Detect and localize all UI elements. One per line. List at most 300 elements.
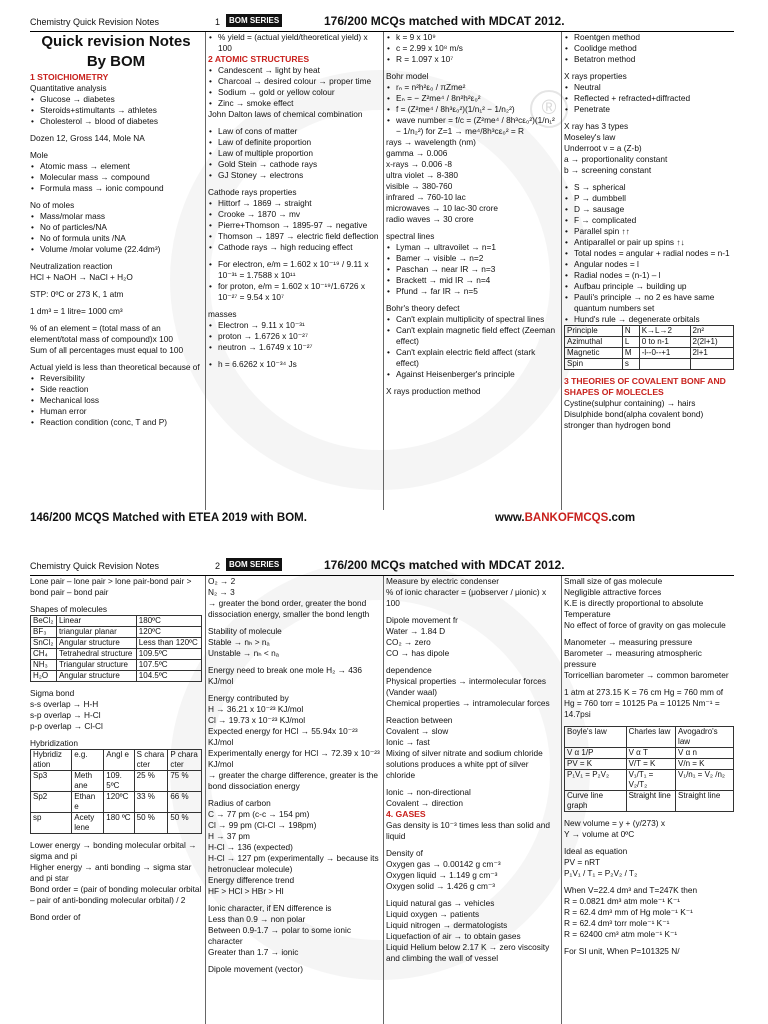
table-cell: Hybridiz ation [31,750,72,771]
table-row [565,759,734,770]
column-divider [383,576,384,1024]
note-line: PV = nRT [564,857,601,867]
note-line: Covalent → direction [386,798,464,808]
note-line: For SI unit, When P=101325 N/ [564,946,680,956]
table-cell: s [622,359,639,370]
table-cell: V α 1/P [565,748,627,759]
note-line: No effect of force of gravity on gas molecule [564,620,726,630]
note-line: Bond order of [30,912,81,922]
column-divider [561,32,562,510]
note-line: Lone pair – lone pair > lone pair-bond pair > bond pair – bond pair [30,576,192,597]
bullet-item: • Can't explain multiplicity of spectral lines [386,314,558,325]
table-cell: H₂O [31,671,57,682]
notes-title: Quick revision Notes [41,33,191,50]
table-cell: Azimuthal [565,337,623,348]
notes-subtitle: By BOM [86,53,146,70]
column-divider [205,576,206,1024]
column-1 [30,576,202,1024]
table-cell: triangular planar [56,627,136,638]
bullet-item: • Pierre+Thomson → 1895-97 → negative [208,220,380,231]
series-badge: BOM SERIES [226,558,282,571]
table-cell: PV = K [565,759,627,770]
bullet-item: • Glucose → diabetes [30,94,202,105]
note-line: Liquid oxygen → patients [386,909,480,919]
column-4 [564,576,734,1024]
table-row [31,627,202,638]
note-line: Between 0.9-1.7 → polar to some ionic character [208,925,351,946]
note-line: gamma → 0.006 [386,148,448,158]
quantum-numbers-table [564,325,734,370]
note-line: X ray has 3 types [564,121,629,131]
note-line: Cystine(sulphur containing) → hairs [564,398,696,408]
bullet-item: • h = 6.6262 x 10⁻³⁴ Js [208,359,380,370]
bullet-item: • D → sausage [564,204,734,215]
note-line: Barometer → measuring atmospheric pressure [564,648,702,669]
doc-title: Chemistry Quick Revision Notes [30,561,160,571]
table-cell: V α T [626,748,675,759]
bullet-item: • Roentgen method [564,32,734,43]
column-3 [386,576,558,1024]
note-line: Physical properties → intermolecular forces (Vander waal) [386,676,547,697]
note-line: N₂ → 3 [208,587,235,597]
bullet-item: • Gold Stein → cathode rays [208,159,380,170]
note-line: x-rays → 0.006 -8 [386,159,452,169]
table-cell: -l--0--+1 [639,348,690,359]
table-cell: Tetrahedral structure [56,649,136,660]
table-cell: P chara cter [168,750,202,771]
note-line: K.E is directly proportional to absolute Temperature [564,598,704,619]
note-line: Sigma bond [30,688,75,698]
note-line: Lower energy → bonding molecular orbital → sigma and pi [30,840,197,861]
table-cell: Spin [565,359,623,370]
table-cell: 120ºC [136,627,201,638]
note-line: R = 62400 cm³ atm mole⁻¹ K⁻¹ [564,929,678,939]
section-heading: 1 STOICHIOMETRY [30,72,109,82]
column-divider [383,32,384,510]
table-cell: 50 % [168,813,202,834]
page-number: 2 [215,561,221,571]
note-line: → greater the charge difference, greater is the bond dissociation energy [208,770,379,791]
bullet-item: • Can't explain magnetic field effect (Zeeman effect) [386,325,558,347]
column-divider [205,32,206,510]
note-line: Dozen 12, Gross 144, Mole NA [30,133,145,143]
header-headline: 176/200 MCQs matched with MDCAT 2012. [324,14,565,28]
note-line: a → proportionality constant [564,154,668,164]
table-cell: Angular structure [56,671,136,682]
note-line: Cl → 99 pm (Cl-Cl → 198pm) [208,820,317,830]
note-line: Covalent → slow [386,726,449,736]
note-line: p-p overlap → Cl-Cl [30,721,103,731]
bullet-item: • Law of cons of matter [208,126,380,137]
table-cell: Acety lene [72,813,104,834]
note-line: Oxygen liquid → 1.149 g cm⁻³ [386,870,498,880]
table-row [31,660,202,671]
note-line: Manometer → measuring pressure [564,637,693,647]
bullet-item: • Charcoal → desired colour → proper time [208,76,380,87]
note-line: Measure by electric condenser [386,576,499,586]
note-line: Y → volume at 0ºC [564,829,635,839]
bullet-item: • Thomson → 1897 → electric field deflection [208,231,380,242]
table-cell: 109.5ºC [136,649,201,660]
table-cell: Meth ane [72,771,104,792]
note-line: Disulphide bond(alpha covalent bond) stronger than hydrogen bond [564,409,704,430]
table-cell: SnCl₂ [31,638,57,649]
note-line: s-p overlap → H-Cl [30,710,101,720]
note-line: Bohr model [386,71,429,81]
bullet-item: • Bamer → visible → n=2 [386,253,558,264]
note-line: Density of [386,848,423,858]
bullet-item: • Electron → 9.11 x 10⁻³¹ [208,320,380,331]
note-line: X rays production method [386,386,481,396]
note-line: Actual yield is less than theoretical because of [30,362,200,372]
bullet-item: • S → spherical [564,182,734,193]
table-cell: Linear [56,616,136,627]
table-cell: Sp2 [31,792,72,813]
bullet-item: • Pfund → far IR → n=5 [386,286,558,297]
note-line: b → screening constant [564,165,652,175]
table-cell: 2n² [690,326,733,337]
table-cell: sp [31,813,72,834]
table-row [565,770,734,791]
note-line: Less than 0.9 → non polar [208,914,306,924]
table-cell: 2(2l+1) [690,337,733,348]
bullet-item: • proton → 1.6726 x 10⁻²⁷ [208,331,380,342]
note-line: Reaction between [386,715,453,725]
note-line: Energy contributed by [208,693,289,703]
bullet-item: • Can't explain electric field affect (stark effect) [386,347,558,369]
table-cell: Principle [565,326,623,337]
table-cell: 50 % [134,813,168,834]
table-cell: V₁/n₁ = V₂ /n₂ [676,770,734,791]
note-line: Stable → nₕ > nₐ [208,637,270,647]
note-line: Quantitative analysis [30,83,107,93]
bullet-item: • Steroids+stimultants → athletes [30,105,202,116]
table-cell [690,359,733,370]
note-line: Underroot v = a (Z-b) [564,143,642,153]
bullet-item: • Volume /molar volume (22.4dm³) [30,244,202,255]
bullet-item: • Parallel spin ↑↑ [564,226,734,237]
note-line: No of moles [30,200,75,210]
table-cell: Magnetic [565,348,623,359]
table-cell: Sp3 [31,771,72,792]
doc-title: Chemistry Quick Revision Notes [30,17,160,27]
bullet-item: • Side reaction [30,384,202,395]
table-row [565,359,734,370]
bullet-item: • Crooke → 1870 → mv [208,209,380,220]
note-line: → greater the bond order, greater the bond dissociation energy, smaller the bond length [208,598,370,619]
table-cell: Curve line graph [565,791,627,812]
note-line: HCl + NaOH → NaCl + H₂O [30,272,133,282]
note-line: Hybridization [30,738,78,748]
bullet-item: • Paschan → near IR → n=3 [386,264,558,275]
bullet-item: • c = 2.99 x 10⁸ m/s [386,43,558,54]
molecular-shapes-table [30,615,202,682]
note-line: Bond order = (pair of bonding molecular orbital – pair of anti-bonding molecular orbital) / 2 [30,884,202,905]
table-cell: Charles law [626,727,675,748]
note-line: H → 37 pm [208,831,250,841]
bullet-item: • Reversibility [30,373,202,384]
table-row [565,748,734,759]
note-line: Greater than 1.7 → ionic [208,947,299,957]
bullet-item: • % yield = (actual yield/theoretical yield) x 100 [208,32,380,54]
table-cell: BeCl₂ [31,616,57,627]
table-cell: 104.5ºC [136,671,201,682]
note-line: Ionic → fast [386,737,430,747]
note-line: Liquid Helium below 2.17 K → zero viscosity and climbing the wall of vessel [386,942,550,963]
table-cell: Ethan e [72,792,104,813]
footer-left: 146/200 MCQS Matched with ETEA 2019 with BOM. [30,512,307,524]
note-line: Liquefaction of air → to obtain gases [386,931,521,941]
note-line: Neutralization reaction [30,261,113,271]
table-cell: S chara cter [134,750,168,771]
note-line: Cl → 19.73 x 10⁻²³ KJ/mol [208,715,306,725]
bullet-item: • Law of definite proportion [208,137,380,148]
table-cell: P₁V₁ = P₂V₂ [565,770,627,791]
note-line: Torricellian barometer → common barometer [564,670,729,680]
table-row [31,638,202,649]
note-line: radio waves → 30 crore [386,214,474,224]
note-line: Mole [30,150,48,160]
note-line: H-Cl → 136 (expected) [208,842,293,852]
bullet-item: • Candescent → light by heat [208,65,380,76]
bullet-item: • R = 1.097 x 10⁷ [386,54,558,65]
note-line: Unstable → nₕ < nₐ [208,648,279,658]
table-cell: BF₃ [31,627,57,638]
column-2 [208,576,380,1024]
table-row [565,337,734,348]
note-line: Bohr's theory defect [386,303,460,313]
bullet-item: • Zinc → smoke effect [208,98,380,109]
note-line: Higher energy → anti bonding → sigma star and pi star [30,862,192,883]
table-cell: 33 % [134,792,168,813]
bullet-item: • rₙ = n²h²ε₀ / πZme² [386,82,558,93]
note-line: Experimentally energy for HCl → 72.39 x 10⁻²³ KJ/mol [208,748,380,769]
note-line: visible → 380-760 [386,181,453,191]
table-cell: 0 to n-1 [639,337,690,348]
table-cell: 75 % [168,771,202,792]
bullet-item: • wave number = f/c = (Z²me⁴ / 8h³cε₀²)(1/n₁² − 1/n₂²) for Z=1 → me⁴/8h³cε₀² = R [386,115,558,137]
column-2 [208,32,380,510]
bullet-item: • Cathode rays → high reducing effect [208,242,380,253]
table-cell: Boyle's law [565,727,627,748]
table-cell: e.g. [72,750,104,771]
table-cell: Less than 120ºC [136,638,201,649]
table-cell: Triangular structure [56,660,136,671]
note-line: H → 36.21 x 10⁻²³ KJ/mol [208,704,304,714]
table-row [31,813,202,834]
note-line: infrared → 760-10 lac [386,192,466,202]
note-line: HF > HCl > HBr > HI [208,886,284,896]
table-cell: Avogadro's law [676,727,734,748]
note-line: rays → wavelength (nm) [386,137,476,147]
footer-website-link[interactable]: www.BANKOFMCQS.com [495,512,636,524]
note-line: Energy difference trend [208,875,295,885]
bullet-item: • Angular nodes = l [564,259,734,270]
note-line: microwaves → 10 lac-30 crore [386,203,499,213]
note-line: John Dalton laws of chemical combination [208,109,363,119]
notes-page-1 [30,0,734,540]
series-badge: BOM SERIES [226,14,282,27]
table-row [565,348,734,359]
note-line: % of an element = (total mass of an element/total mass of compound)x 100 [30,323,173,344]
bullet-item: • neutron → 1.6749 x 10⁻²⁷ [208,342,380,353]
bullet-item: • Penetrate [564,104,734,115]
note-line: Shapes of molecules [30,604,108,614]
bullet-item: • No of formula units /NA [30,233,202,244]
note-line: ultra violet → 8-380 [386,170,458,180]
table-cell: CH₄ [31,649,57,660]
note-line: CO₂ → zero [386,637,431,647]
note-line: New volume = y + (y/273) x [564,818,665,828]
note-line: Negligible attractive forces [564,587,662,597]
bullet-item: • Pauli's principle → no 2 es have same quantum numbers set [564,292,734,314]
table-cell: V₁/T₁ = V₂/T₂ [626,770,675,791]
bullet-item: • Radial nodes = (n-1) – l [564,270,734,281]
table-row [31,616,202,627]
note-line: Liquid natural gas → vehicles [386,898,495,908]
note-line: Ionic → non-directional [386,787,471,797]
table-row [565,791,734,812]
bullet-item: • GJ Stoney → electrons [208,170,380,181]
table-row [565,326,734,337]
note-line: X rays properties [564,71,627,81]
page-footer [30,512,734,524]
bullet-item: • Brackett → mid IR → n=4 [386,275,558,286]
note-line: 1 atm at 273.15 K = 76 cm Hg = 760 mm of Hg = 760 torr = 10125 Pa = 10125 Nm⁻¹ = 14.7psi [564,687,724,719]
page-header [30,558,734,576]
column-divider [561,576,562,1024]
bullet-item: • Neutral [564,82,734,93]
table-cell: Straight line [676,791,734,812]
table-cell: 2l+1 [690,348,733,359]
note-line: Small size of gas molecule [564,576,663,586]
note-line: dependence [386,665,432,675]
table-cell: 180 ºC [104,813,134,834]
bullet-item: • Betatron method [564,54,734,65]
table-cell: 66 % [168,792,202,813]
column-1 [30,32,202,510]
note-line: C → 77 pm (c-c → 154 pm) [208,809,310,819]
note-line: O₂ → 2 [208,576,236,586]
note-line: Liquid nitrogen → dermatologists [386,920,508,930]
bullet-item: • Antiparallel or pair up spins ↑↓ [564,237,734,248]
note-line: Oxygen gas → 0.00142 g cm⁻³ [386,859,501,869]
bullet-item: • F → complicated [564,215,734,226]
note-line: % of ionic character = (μobserver / μionic) x 100 [386,587,547,608]
table-row [565,727,734,748]
note-line: STP: 0ºC or 273 K, 1 atm [30,289,124,299]
bullet-item: • Aufbau principle → building up [564,281,734,292]
section-heading: 4. GASES [386,809,426,819]
note-line: When V=22.4 dm³ and T=247K then [564,885,698,895]
note-line: Expected energy for HCl → 55.94x 10⁻²³ KJ/mol [208,726,358,747]
table-cell: V/T = K [626,759,675,770]
bullet-item: • k = 9 x 10⁹ [386,32,558,43]
note-line: R = 62.4 dm³ mm of Hg mole⁻¹ K⁻¹ [564,907,693,917]
bullet-item: • Cholesterol → blood of diabetes [30,116,202,127]
table-cell: 109. 5ºC [104,771,134,792]
table-cell: 120ºC [104,792,134,813]
note-line: s-s overlap → H-H [30,699,99,709]
column-3 [386,32,558,510]
bullet-item: • No of particles/NA [30,222,202,233]
table-cell: Straight line [626,791,675,812]
note-line: spectral lines [386,231,435,241]
note-line: Water → 1.84 D [386,626,446,636]
table-row [31,771,202,792]
bullet-item: • Lyman → ultravoilet → n=1 [386,242,558,253]
table-row [31,792,202,813]
note-line: Cathode rays properties [208,187,297,197]
bullet-item: • Human error [30,406,202,417]
note-line: Moseley's law [564,132,616,142]
bullet-item: • Mass/molar mass [30,211,202,222]
bullet-item: • Eₙ = − Z²me⁴ / 8n²h²ε₀² [386,93,558,104]
note-line: P₁V₁ / T₁ = P₂V₂ / T₂ [564,868,638,878]
note-line: Mixing of silver nitrate and sodium chloride solutions produces a white ppt of silver chloride [386,748,543,780]
note-line: R = 0.0821 dm³ atm mole⁻¹ K⁻¹ [564,896,680,906]
note-line: CO → has dipole [386,648,450,658]
table-cell: V/n = K [676,759,734,770]
section-heading: 3 THEORIES OF COVALENT BONF AND SHAPES OF MOLECLES [564,376,726,397]
note-line: Oxygen solid → 1.426 g cm⁻³ [386,881,496,891]
note-line: Chemical properties → intramolecular forces [386,698,550,708]
column-4 [564,32,734,510]
note-line: Stability of molecule [208,626,282,636]
note-line: Gas density is 10⁻³ times less than solid and liquid [386,820,550,841]
table-cell: Angular structure [56,638,136,649]
hybridization-table [30,749,202,834]
bullet-item: • Mechanical loss [30,395,202,406]
bullet-item: • Reflected + refracted+diffracted [564,93,734,104]
bullet-item: • Coolidge method [564,43,734,54]
bullet-item: • for proton, e/m = 1.602 x 10⁻¹⁹/1.6726 x 10⁻²⁷ = 9.54 x 10⁷ [208,281,380,303]
page-header [30,14,734,32]
table-cell: K→L→2 [639,326,690,337]
header-headline: 176/200 MCQs matched with MDCAT 2012. [324,558,565,572]
note-line: Energy need to break one mole H₂ → 436 KJ/mol [208,665,363,686]
note-line: Radius of carbon [208,798,271,808]
note-line: R = 62.4 dm³ torr mole⁻¹ K⁻¹ [564,918,670,928]
note-line: Sum of all percentages must equal to 100 [30,345,184,355]
table-cell: NH₃ [31,660,57,671]
table-row [31,750,202,771]
table-cell: 107.5ºC [136,660,201,671]
table-cell: V α n [676,748,734,759]
table-cell: 25 % [134,771,168,792]
bullet-item: • For electron, e/m = 1.602 x 10⁻¹⁹ / 9.11 x 10⁻³¹ = 1.7588 x 10¹¹ [208,259,380,281]
bullet-item: • f = (Z²me⁴ / 8h³ε₀²)(1/n₁² − 1/n₂²) [386,104,558,115]
note-line: H-Cl → 127 pm (experimentally → because its hetronuclear molecule) [208,853,379,874]
note-line: masses [208,309,237,319]
bullet-item: • Total nodes = angular + radial nodes = n-1 [564,248,734,259]
note-line: Dipole movement (vector) [208,964,303,974]
bullet-item: • Reaction condition (conc, T and P) [30,417,202,428]
note-line: 1 dm³ = 1 litre= 1000 cm³ [30,306,123,316]
bullet-item: • Against Heisenberger's principle [386,369,558,380]
bullet-item: • Hittorf → 1869 → straight [208,198,380,209]
table-cell: M [622,348,639,359]
note-line: Ideal as equation [564,846,628,856]
bullet-item: • P → dumbbell [564,193,734,204]
note-line: Ionic character, if EN difference is [208,903,332,913]
table-cell: Angl e [104,750,134,771]
section-heading: 2 ATOMIC STRUCTURES [208,54,310,64]
bullet-item: • Formula mass → ionic compound [30,183,202,194]
bullet-item: • Hund's rule → degenerate orbitals [564,314,734,325]
note-line: Dipole movement fr [386,615,458,625]
table-cell: 180ºC [136,616,201,627]
